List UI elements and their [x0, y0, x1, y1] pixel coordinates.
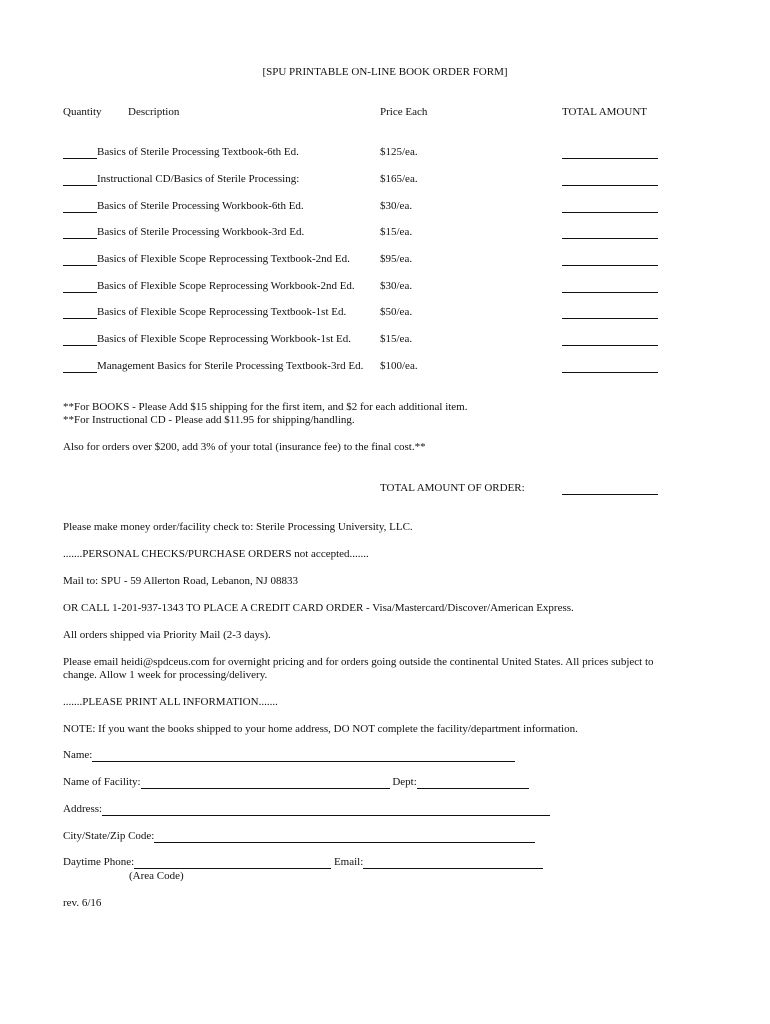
item-description: Basics of Sterile Processing Workbook-3rd Ed. — [97, 226, 305, 238]
address-field — [63, 802, 550, 816]
quantity-input[interactable] — [63, 147, 97, 159]
quantity-input[interactable] — [63, 254, 97, 266]
email-pricing-text: Please email heidi@spdceus.com for overnight pricing and for orders going outside the continental United States. All prices subject to — [63, 656, 654, 668]
city-field — [63, 829, 535, 843]
item-description: Basics of Flexible Scope Reprocessing Workbook-1st Ed. — [97, 333, 352, 345]
item-description: Basics of Sterile Processing Textbook-6th Ed. — [97, 146, 299, 158]
total-amount-input[interactable] — [562, 174, 658, 186]
revision-text: rev. 6/16 — [63, 897, 102, 909]
mail-to-text: Mail to: SPU - 59 Allerton Road, Lebanon, NJ 08833 — [63, 575, 298, 587]
total-amount-input[interactable] — [562, 147, 658, 159]
item-description: Basics of Flexible Scope Reprocessing Textbook-2nd Ed. — [97, 253, 350, 265]
address-label: Address: — [63, 803, 103, 815]
total-order-input[interactable] — [562, 483, 658, 495]
phone-input[interactable] — [134, 857, 331, 869]
item-price: $30/ea. — [380, 200, 413, 212]
item-description: Basics of Flexible Scope Reprocessing Textbook-1st Ed. — [97, 306, 347, 318]
insurance-note: Also for orders over $200, add 3% of your total (insurance fee) to the final cost.** — [63, 441, 426, 453]
header-price: Price Each — [380, 106, 428, 118]
item-price: $50/ea. — [380, 306, 413, 318]
facility-input[interactable] — [141, 777, 390, 789]
address-input[interactable] — [102, 804, 550, 816]
email-pricing-text-continued: change. Allow 1 week for processing/delivery. — [63, 669, 268, 681]
facility-label: Name of Facility: — [63, 776, 141, 788]
item-price: $30/ea. — [380, 280, 413, 292]
item-description: Instructional CD/Basics of Sterile Processing: — [97, 173, 300, 185]
total-amount-input[interactable] — [562, 334, 658, 346]
quantity-input[interactable] — [63, 281, 97, 293]
total-amount-input[interactable] — [562, 361, 658, 373]
check-payable-text: Please make money order/facility check to: Sterile Processing University, LLC. — [63, 521, 413, 533]
print-all-text: .......PLEASE PRINT ALL INFORMATION....... — [63, 696, 278, 708]
name-input[interactable] — [92, 750, 515, 762]
header-description: Description — [128, 106, 180, 118]
header-total: TOTAL AMOUNT — [562, 106, 647, 118]
total-amount-input[interactable] — [562, 254, 658, 266]
name-label: Name: — [63, 749, 93, 761]
email-input[interactable] — [363, 857, 543, 869]
phone-field — [63, 855, 543, 869]
quantity-input[interactable] — [63, 334, 97, 346]
header-quantity: Quantity — [63, 106, 102, 118]
priority-mail-text: All orders shipped via Priority Mail (2-3 days). — [63, 629, 271, 641]
quantity-input[interactable] — [63, 201, 97, 213]
area-code-label: (Area Code) — [129, 870, 184, 882]
quantity-input[interactable] — [63, 174, 97, 186]
quantity-input[interactable] — [63, 307, 97, 319]
item-price: $125/ea. — [380, 146, 418, 158]
quantity-input[interactable] — [63, 227, 97, 239]
facility-field — [63, 775, 529, 789]
form-title: [SPU PRINTABLE ON-LINE BOOK ORDER FORM] — [262, 66, 508, 78]
shipping-books-note: **For BOOKS - Please Add $15 shipping for the first item, and $2 for each additional item. — [63, 401, 468, 413]
name-field — [63, 748, 515, 762]
total-amount-input[interactable] — [562, 201, 658, 213]
item-description: Management Basics for Sterile Processing Textbook-3rd Ed. — [97, 360, 364, 372]
item-price: $100/ea. — [380, 360, 418, 372]
email-label: Email: — [333, 856, 364, 868]
item-price: $165/ea. — [380, 173, 418, 185]
total-amount-input[interactable] — [562, 307, 658, 319]
dept-input[interactable] — [417, 777, 529, 789]
note-text: NOTE: If you want the books shipped to your home address, DO NOT complete the facility/department information. — [63, 723, 578, 735]
quantity-input[interactable] — [63, 361, 97, 373]
total-order-label: TOTAL AMOUNT OF ORDER: — [380, 482, 525, 494]
no-personal-checks-text: .......PERSONAL CHECKS/PURCHASE ORDERS not accepted....... — [63, 548, 369, 560]
shipping-cd-note: **For Instructional CD - Please add $11.95 for shipping/handling. — [63, 414, 355, 426]
city-label: City/State/Zip Code: — [63, 830, 155, 842]
city-input[interactable] — [154, 831, 535, 843]
item-description: Basics of Sterile Processing Workbook-6th Ed. — [97, 200, 304, 212]
call-text: OR CALL 1-201-937-1343 TO PLACE A CREDIT CARD ORDER - Visa/Mastercard/Discover/American Express. — [63, 602, 574, 614]
phone-label: Daytime Phone: — [63, 856, 135, 868]
item-price: $15/ea. — [380, 226, 413, 238]
item-description: Basics of Flexible Scope Reprocessing Workbook-2nd Ed. — [97, 280, 355, 292]
dept-label: Dept: — [392, 776, 417, 788]
item-price: $95/ea. — [380, 253, 413, 265]
total-amount-input[interactable] — [562, 227, 658, 239]
item-price: $15/ea. — [380, 333, 413, 345]
total-amount-input[interactable] — [562, 281, 658, 293]
